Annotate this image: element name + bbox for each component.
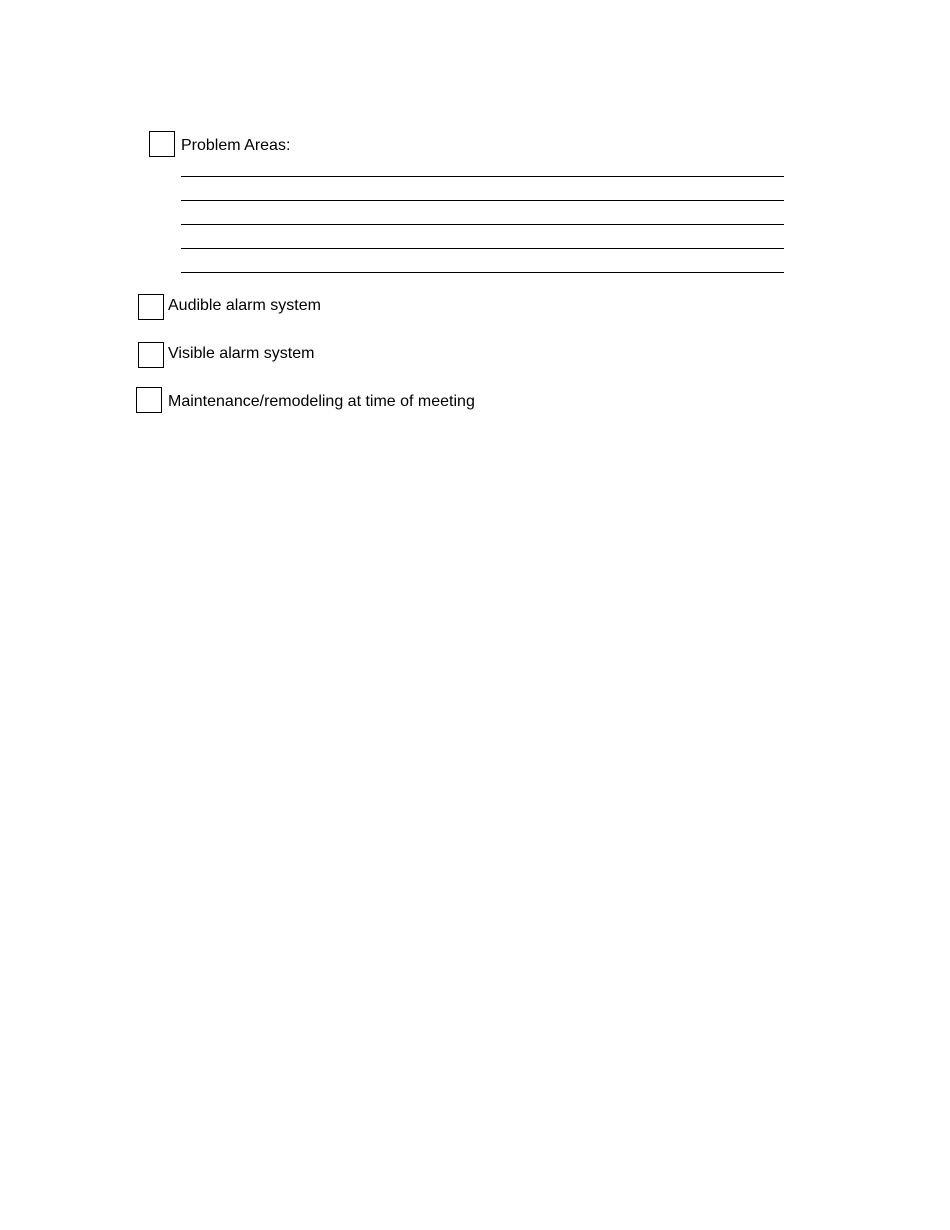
- audible-alarm-checkbox[interactable]: [138, 294, 164, 320]
- problem-areas-line[interactable]: [181, 176, 784, 177]
- visible-alarm-label: Visible alarm system: [168, 345, 315, 362]
- problem-areas-line[interactable]: [181, 272, 784, 273]
- problem-areas-line[interactable]: [181, 248, 784, 249]
- problem-areas-line[interactable]: [181, 200, 784, 201]
- problem-areas-label: Problem Areas:: [181, 137, 291, 154]
- maintenance-label: Maintenance/remodeling at time of meeting: [168, 393, 475, 410]
- audible-alarm-label: Audible alarm system: [168, 297, 321, 314]
- maintenance-checkbox[interactable]: [136, 387, 162, 413]
- problem-areas-checkbox[interactable]: [149, 131, 175, 157]
- visible-alarm-checkbox[interactable]: [138, 342, 164, 368]
- problem-areas-line[interactable]: [181, 224, 784, 225]
